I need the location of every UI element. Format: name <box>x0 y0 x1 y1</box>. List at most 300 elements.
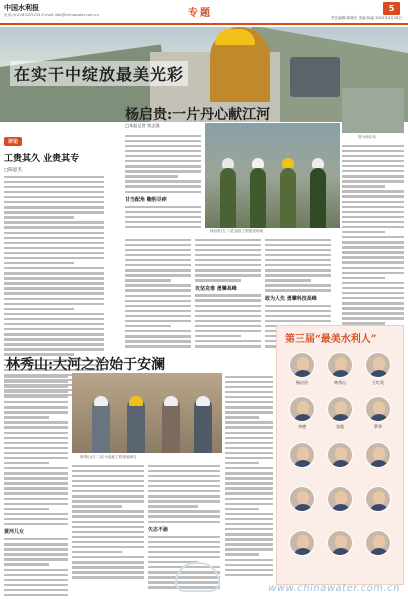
body-text-line <box>4 401 68 403</box>
body-text-line <box>225 574 273 576</box>
hardhat-icon <box>129 396 143 406</box>
body-text-line <box>225 452 273 454</box>
body-text-line <box>4 391 68 393</box>
body-text-line <box>225 523 273 525</box>
body-text-line <box>72 576 144 578</box>
body-text-line <box>342 206 404 208</box>
body-text-line <box>342 226 404 228</box>
body-text-line <box>342 241 404 243</box>
body-text-line <box>72 500 144 502</box>
person-figure <box>127 398 145 453</box>
body-text-line <box>125 289 191 291</box>
body-text-line <box>195 259 261 261</box>
body-text-line <box>4 343 104 345</box>
body-text-line <box>125 274 191 276</box>
body-text-line <box>4 262 74 264</box>
body-text-line <box>4 482 68 484</box>
body-text-line <box>195 345 261 347</box>
person-figure <box>220 168 236 228</box>
body-text-line <box>148 500 220 502</box>
body-text-line <box>4 406 68 408</box>
body-text-line <box>4 328 104 330</box>
body-text-line <box>125 211 201 213</box>
body-text-line <box>125 135 201 137</box>
body-text-line <box>125 279 171 281</box>
body-text-line <box>125 345 191 347</box>
body-text-line <box>4 457 68 459</box>
page-header <box>0 0 408 25</box>
yang-col-1 <box>125 132 201 228</box>
body-text-line <box>125 305 191 307</box>
yang-col-3 <box>195 236 261 348</box>
body-text-line <box>342 216 404 218</box>
body-text-line <box>72 470 144 472</box>
body-text-line <box>195 279 241 281</box>
yang-article-title: 杨启贵:一片丹心献江河 <box>125 107 271 123</box>
body-text-line <box>342 180 404 182</box>
body-text-line <box>72 495 144 497</box>
body-text-line <box>4 452 68 454</box>
yang-col-2 <box>125 236 191 348</box>
avatar <box>327 486 353 512</box>
section-label: 专题 <box>188 8 212 19</box>
body-text-line <box>4 206 104 208</box>
body-text-line <box>4 303 104 305</box>
body-text-line <box>125 180 201 182</box>
body-text-line <box>342 201 404 203</box>
person-figure <box>194 398 212 453</box>
body-text-line <box>265 274 331 276</box>
commentary-tag: 评论 <box>4 137 22 146</box>
body-text-line <box>72 510 144 512</box>
body-text-line <box>195 294 261 296</box>
body-text-line <box>195 264 261 266</box>
body-text-line <box>4 201 104 203</box>
body-text-line <box>225 559 273 561</box>
survey-instrument-icon <box>290 57 340 97</box>
body-text-line <box>4 221 104 223</box>
body-text-line <box>72 465 144 467</box>
body-text-line <box>225 564 273 566</box>
body-text-line <box>125 259 191 261</box>
body-text-line <box>148 551 220 553</box>
body-text-line <box>4 396 68 398</box>
body-text-line <box>72 480 144 482</box>
masthead: 中国水利报 <box>4 3 39 12</box>
body-text-line <box>342 287 404 289</box>
body-text-line <box>148 510 220 512</box>
body-text-line <box>265 320 331 322</box>
body-text-line <box>225 447 273 449</box>
body-text-line <box>4 548 68 550</box>
body-text-line <box>4 318 104 320</box>
body-text-line <box>195 269 261 271</box>
avatar <box>365 396 391 422</box>
body-text-line <box>342 272 404 274</box>
body-text-line <box>195 299 261 301</box>
person-figure <box>162 398 180 453</box>
section-subhead: 甘当配角 鞠躬尽瘁 <box>125 196 167 203</box>
body-text-line <box>225 503 273 505</box>
body-text-line <box>225 432 273 434</box>
avatar <box>289 396 315 422</box>
body-text-line <box>125 300 191 302</box>
body-text-line <box>265 254 331 256</box>
lin-main-photo <box>72 373 222 453</box>
avatar <box>365 352 391 378</box>
body-text-line <box>342 307 404 309</box>
body-text-line <box>4 421 68 423</box>
body-text-line <box>265 310 331 312</box>
body-text-line <box>225 498 273 500</box>
body-text-line <box>225 538 273 540</box>
body-text-line <box>72 546 144 548</box>
body-text-line <box>225 467 273 469</box>
body-text-line <box>4 426 68 428</box>
body-text-line <box>4 338 104 340</box>
body-text-line <box>225 381 273 383</box>
body-text-line <box>72 551 122 553</box>
page-number-badge: 5 <box>383 2 400 15</box>
body-text-line <box>4 308 74 310</box>
body-text-line <box>195 310 261 312</box>
body-text-line <box>125 239 191 241</box>
body-text-line <box>4 381 68 383</box>
body-text-line <box>265 259 331 261</box>
awardee-name: 张俊 <box>336 424 344 429</box>
body-text-line <box>195 244 261 246</box>
body-text-line <box>4 267 104 269</box>
body-text-line <box>225 513 273 515</box>
body-text-line <box>225 401 273 403</box>
body-text-line <box>265 264 331 266</box>
body-text-line <box>265 279 311 281</box>
body-text-line <box>342 312 404 314</box>
body-text-line <box>225 391 273 393</box>
body-text-line <box>4 574 68 576</box>
body-text-line <box>125 315 191 317</box>
body-text-line <box>4 498 68 500</box>
avatar <box>327 442 353 468</box>
body-text-line <box>342 256 404 258</box>
body-text-line <box>125 175 178 177</box>
section-subhead: 黄河儿女 <box>4 529 25 536</box>
body-text-line <box>225 426 273 428</box>
body-text-line <box>125 155 201 157</box>
lin-col-4 <box>225 373 273 576</box>
hardhat-icon <box>164 396 178 406</box>
body-text-line <box>4 287 104 289</box>
awardee-name: 王红英 <box>372 380 384 385</box>
body-text-line <box>342 246 404 248</box>
body-text-line <box>125 160 201 162</box>
body-text-line <box>195 254 261 256</box>
body-text-line <box>72 505 122 507</box>
contact-info: 电话:(010)63205233 E-mail: zbb@chinawater.com.cn <box>4 13 100 17</box>
body-text-line <box>4 447 68 449</box>
body-text-line <box>225 543 273 545</box>
body-text-line <box>4 467 68 469</box>
body-text-line <box>4 211 104 213</box>
body-text-line <box>265 249 331 251</box>
body-text-line <box>195 315 261 317</box>
award-title: 第三届“最美水利人” <box>285 334 377 345</box>
awardee-name: 杨启贵 <box>296 380 308 385</box>
body-text-line <box>4 333 104 335</box>
body-text-line <box>195 274 261 276</box>
body-text-line <box>225 386 273 388</box>
body-text-line <box>225 421 273 423</box>
body-text-line <box>342 236 404 238</box>
body-text-line <box>225 508 259 510</box>
body-text-line <box>4 472 68 474</box>
body-text-line <box>4 348 104 350</box>
body-text-line <box>125 150 201 152</box>
avatar <box>327 530 353 556</box>
body-text-line <box>148 515 220 517</box>
body-text-line <box>148 490 220 492</box>
body-text-line <box>72 490 144 492</box>
body-text-line <box>148 470 220 472</box>
section-subhead: 矢志不渝 <box>148 526 169 533</box>
body-text-line <box>4 518 68 520</box>
body-text-line <box>342 195 404 197</box>
body-text-line <box>4 257 104 259</box>
body-text-line <box>72 566 144 568</box>
body-text-line <box>4 181 104 183</box>
body-text-line <box>342 261 404 263</box>
body-text-line <box>4 513 68 515</box>
body-text-line <box>342 155 404 157</box>
body-text-line <box>342 165 404 167</box>
body-text-line <box>4 563 49 565</box>
avatar <box>365 486 391 512</box>
body-text-line <box>4 437 68 439</box>
body-text-line <box>125 340 191 342</box>
body-text-line <box>125 284 191 286</box>
body-text-line <box>225 406 273 408</box>
body-text-line <box>148 541 220 543</box>
body-text-line <box>342 302 404 304</box>
body-text-line <box>342 277 385 279</box>
body-text-line <box>148 521 220 523</box>
commentary-title: 工贵其久 业贵其专 <box>4 154 80 164</box>
body-text-line <box>125 226 201 228</box>
body-text-line <box>4 584 68 586</box>
body-text-line <box>4 247 104 249</box>
hardhat-icon <box>196 396 210 406</box>
body-text-line <box>4 569 68 571</box>
body-text-line <box>195 330 261 332</box>
body-text-line <box>265 269 331 271</box>
lin-col-1 <box>4 373 68 596</box>
body-text-line <box>4 292 104 294</box>
body-text-line <box>4 442 68 444</box>
body-text-line <box>195 340 261 342</box>
body-text-line <box>342 221 404 223</box>
body-text-line <box>265 284 331 286</box>
body-text-line <box>148 465 220 467</box>
body-text-line <box>225 396 273 398</box>
body-text-line <box>4 416 49 418</box>
body-text-line <box>342 282 404 284</box>
body-text-line <box>4 543 68 545</box>
lin-col-2 <box>72 462 144 579</box>
body-text-line <box>125 140 201 142</box>
body-text-line <box>72 556 144 558</box>
body-text-line <box>4 277 104 279</box>
body-text-line <box>225 442 273 444</box>
body-text-line <box>125 310 191 312</box>
body-text-line <box>72 475 144 477</box>
body-text-line <box>72 515 144 517</box>
body-text-line <box>148 505 198 507</box>
hardhat-icon <box>312 158 324 168</box>
body-text-line <box>4 242 104 244</box>
body-text-line <box>4 272 104 274</box>
body-text-line <box>72 531 144 533</box>
body-text-line <box>342 297 404 299</box>
body-text-line <box>72 521 144 523</box>
body-text-line <box>4 216 74 218</box>
body-text-line <box>4 538 68 540</box>
person-figure <box>310 168 326 228</box>
commentary-author: □陈思杰 <box>4 168 22 173</box>
section-subhead: 攻坚克难 勇攀高峰 <box>195 285 237 292</box>
body-text-line <box>4 432 68 434</box>
body-text-line <box>4 232 104 234</box>
body-text-line <box>4 386 68 388</box>
body-text-line <box>125 216 201 218</box>
body-text-line <box>148 536 220 538</box>
avatar <box>365 530 391 556</box>
watermark-url: www.chinawater.com.cn <box>268 583 400 594</box>
body-text-line <box>4 594 68 596</box>
body-text-line <box>148 556 220 558</box>
lin-photo-caption: 林秀山(左二)在小浪底工程现场研讨 <box>80 455 137 459</box>
lin-article-title: 林秀山:大河之治始于安澜 <box>6 357 166 373</box>
body-text-line <box>225 533 273 535</box>
body-text-line <box>125 165 201 167</box>
body-text-line <box>125 191 201 193</box>
body-text-line <box>342 317 404 319</box>
yang-main-photo <box>205 123 340 228</box>
body-text-line <box>4 376 68 378</box>
body-text-line <box>225 472 273 474</box>
hardhat-icon <box>252 158 264 168</box>
body-text-line <box>125 320 191 322</box>
body-text-line <box>72 485 144 487</box>
body-text-line <box>4 323 104 325</box>
body-text-line <box>225 416 259 418</box>
body-text-line <box>148 485 220 487</box>
body-text-line <box>195 320 261 322</box>
body-text-line <box>342 251 404 253</box>
body-text-line <box>125 264 191 266</box>
body-text-line <box>125 185 201 187</box>
avatar <box>289 352 315 378</box>
body-text-line <box>225 411 273 413</box>
body-text-line <box>125 249 191 251</box>
body-text-line <box>4 492 68 494</box>
body-text-line <box>148 475 220 477</box>
body-text-line <box>125 330 191 332</box>
person-figure <box>280 168 296 228</box>
yang-col-5 <box>342 142 404 325</box>
body-text-line <box>265 315 331 317</box>
body-text-line <box>342 160 404 162</box>
hardhat-icon <box>215 29 255 45</box>
body-text-line <box>125 335 191 337</box>
award-box <box>276 325 404 585</box>
body-text-line <box>125 269 191 271</box>
body-text-line <box>225 477 273 479</box>
awardee-name: 罗华 <box>374 424 382 429</box>
edition-info: 责任编辑:陈晓东 美编:杨淼 2022年4月28日 <box>330 16 402 20</box>
body-text-line <box>4 186 104 188</box>
body-text-line <box>225 548 273 550</box>
body-text-line <box>225 482 273 484</box>
body-text-line <box>225 462 259 464</box>
body-text-line <box>4 553 68 555</box>
yang-inset-photo <box>342 88 404 133</box>
awardee-name: 林秀山 <box>334 380 346 385</box>
body-text-line <box>4 579 68 581</box>
person-figure <box>92 398 110 453</box>
hero-title: 在实干中绽放最美光彩 <box>10 61 188 86</box>
hardhat-icon <box>222 158 234 168</box>
body-text-line <box>342 150 404 152</box>
body-text-line <box>225 492 273 494</box>
avatar <box>365 442 391 468</box>
avatar <box>327 396 353 422</box>
body-text-line <box>125 325 171 327</box>
body-text-line <box>342 175 404 177</box>
body-text-line <box>342 190 404 192</box>
body-text-line <box>125 244 191 246</box>
awardee-name: 李德 <box>298 424 306 429</box>
body-text-line <box>225 518 273 520</box>
body-text-line <box>4 313 104 315</box>
yang-photo-caption: 杨启贵(左二)在巡检工程建设现场 <box>210 229 264 233</box>
hardhat-icon <box>282 158 294 168</box>
body-text-line <box>125 170 201 172</box>
body-text-line <box>4 503 68 505</box>
body-text-line <box>4 558 68 560</box>
body-text-line <box>265 289 331 291</box>
body-text-line <box>342 292 404 294</box>
body-text-line <box>195 325 261 327</box>
body-text-line <box>4 487 68 489</box>
avatar <box>289 530 315 556</box>
body-text-line <box>125 221 201 223</box>
body-text-line <box>342 145 404 147</box>
body-text-line <box>4 282 104 284</box>
body-text-line <box>195 249 261 251</box>
body-text-line <box>265 239 331 241</box>
body-text-line <box>4 411 68 413</box>
avatar <box>327 352 353 378</box>
avatar <box>289 442 315 468</box>
body-text-line <box>225 553 259 555</box>
body-text-line <box>342 211 404 213</box>
body-text-line <box>125 206 201 208</box>
body-text-line <box>72 526 144 528</box>
body-text-line <box>4 523 68 525</box>
body-text-line <box>195 335 241 337</box>
body-text-line <box>4 191 104 193</box>
body-text-line <box>342 267 404 269</box>
